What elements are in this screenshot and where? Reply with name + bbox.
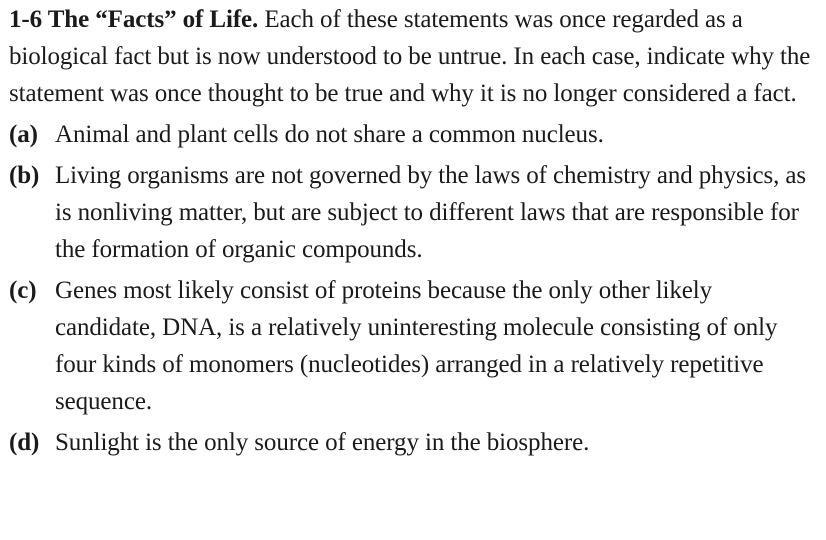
list-item	[9, 272, 819, 420]
list-item	[9, 116, 819, 153]
list-item	[9, 157, 819, 268]
problem-heading: 1-6 The “Facts” of Life.	[9, 6, 259, 33]
list-item	[9, 424, 819, 461]
statement-list	[9, 116, 819, 461]
item-label: (a)	[9, 121, 38, 148]
item-label: (b)	[9, 162, 40, 189]
problem-intro-text: Each of these statements was once regarded as a biological fact but is now understood to be untrue. In each case, indicate why the statement was once thought to be true and why it is no longer considered a fact.	[9, 6, 811, 107]
item-label: (c)	[9, 277, 37, 304]
item-text: Living organisms are not governed by the laws of chemistry and physics, as is nonliving matter, but are subject to different laws that are responsible for the formation of organic compounds.	[55, 162, 807, 263]
item-text: Sunlight is the only source of energy in the biosphere.	[55, 429, 590, 456]
item-text: Animal and plant cells do not share a common nucleus.	[55, 121, 604, 148]
item-label: (d)	[9, 429, 40, 456]
problem-intro	[9, 0, 819, 112]
problem-block	[9, 0, 819, 465]
item-text: Genes most likely consist of proteins because the only other likely candidate, DNA, is a relatively uninteresting molecule consisting of only four kinds of monomers (nucleotides) arranged in a relatively repetitive sequence.	[55, 277, 778, 415]
